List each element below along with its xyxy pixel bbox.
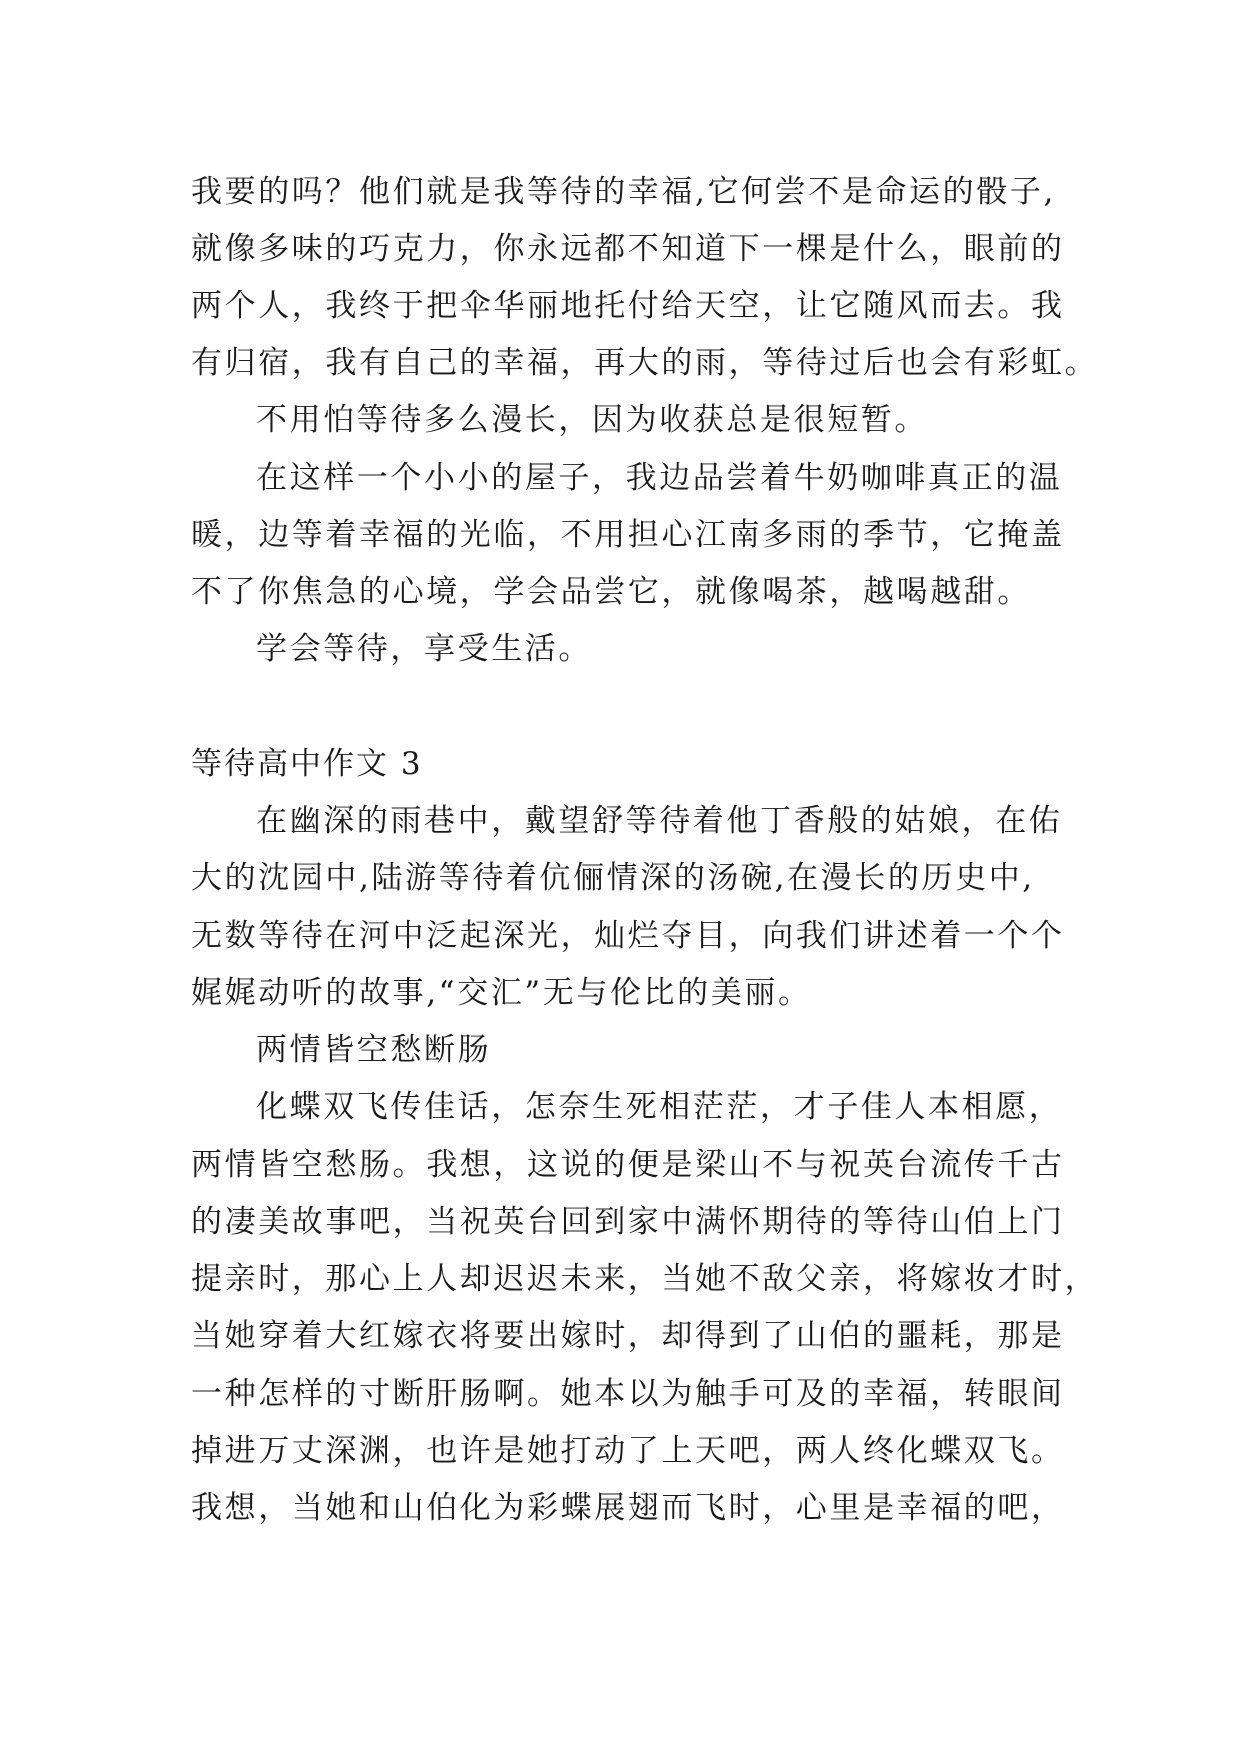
text-line: 学会等待，享受生活。 xyxy=(256,631,592,667)
text-line: 我想，当她和山伯化为彩蝶展翅而飞时，心里是幸福的吧， xyxy=(191,1490,1065,1526)
text-line: 我要的吗？他们就是我等待的幸福,它何尝不是命运的骰子, xyxy=(191,174,1056,210)
text-line: 两情皆空愁肠。我想，这说的便是梁山不与祝英台流传千古 xyxy=(191,1147,1065,1183)
text-line: 娓娓动听的故事,“交汇”无与伦比的美丽。 xyxy=(191,975,812,1011)
text-line: 化蝶双飞传佳话，怎奈生死相茫茫，才子佳人本相愿， xyxy=(256,1089,1063,1125)
text-line: 一种怎样的寸断肝肠啊。她本以为触手可及的幸福，转眼间 xyxy=(191,1376,1065,1412)
text-line: 两个人，我终于把伞华丽地托付给天空，让它随风而去。我 xyxy=(191,288,1065,324)
text-line: 在幽深的雨巷中，戴望舒等待着他丁香般的姑娘，在佑 xyxy=(256,803,1063,839)
text-line: 在这样一个小小的屋子，我边品尝着牛奶咖啡真正的温 xyxy=(256,460,1063,496)
subheading: 两情皆空愁断肠 xyxy=(256,1032,492,1068)
text-line: 不用怕等待多么漫长，因为收获总是很短暂。 xyxy=(256,402,928,438)
text-line: 提亲时，那心上人却迟迟未来，当她不敌父亲，将嫁妆才时， xyxy=(191,1261,1099,1297)
text-line: 不了你焦急的心境，学会品尝它，就像喝茶，越喝越甜。 xyxy=(191,574,1031,610)
text-line: 无数等待在河中泛起深光，灿烂夺目，向我们讲述着一个个 xyxy=(191,918,1065,954)
text-line: 暖，边等着幸福的光临，不用担心江南多雨的季节，它掩盖 xyxy=(191,517,1065,553)
text-line: 大的沈园中,陆游等待着伉俪情深的汤碗,在漫长的历史中, xyxy=(191,860,1035,896)
text-line: 就像多味的巧克力，你永远都不知道下一棵是什么，眼前的 xyxy=(191,231,1065,267)
text-line: 的凄美故事吧，当祝英台回到家中满怀期待的等待山伯上门 xyxy=(191,1204,1065,1240)
section-heading: 等待高中作文 3 xyxy=(191,746,423,782)
text-line: 有归宿，我有自己的幸福，再大的雨，等待过后也会有彩虹。 xyxy=(191,345,1099,381)
text-line: 当她穿着大红嫁衣将要出嫁时，却得到了山伯的噩耗，那是 xyxy=(191,1318,1065,1354)
text-line: 掉进万丈深渊，也许是她打动了上天吧，两人终化蝶双飞。 xyxy=(191,1433,1065,1469)
